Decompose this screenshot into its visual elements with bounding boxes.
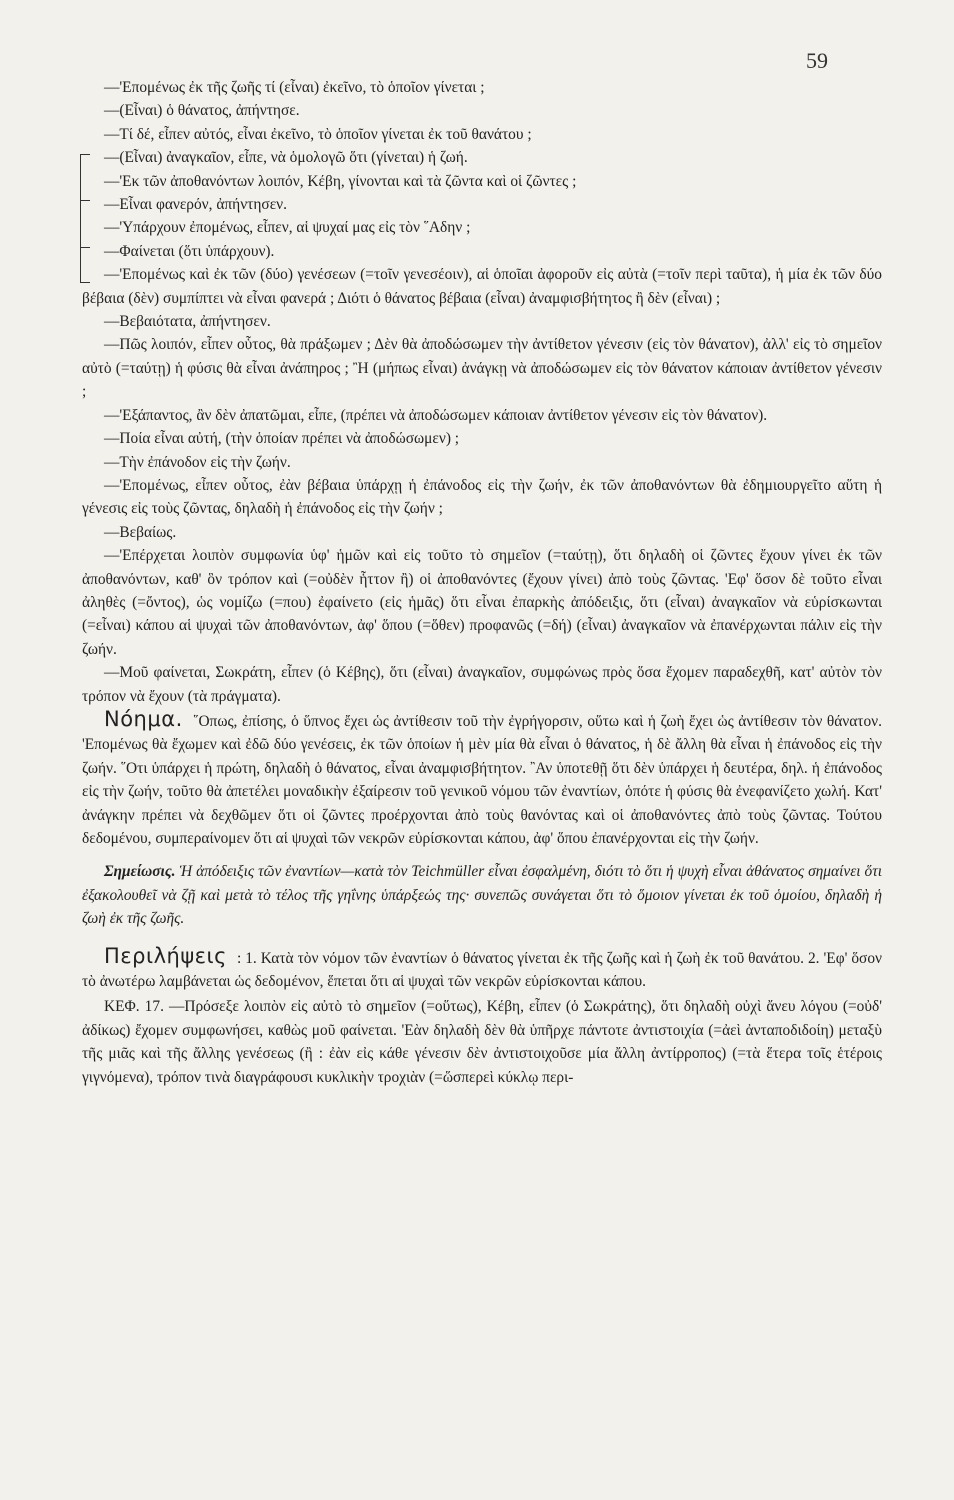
dialogue-line: —Τὴν ἐπάνοδον εἰς τὴν ζωήν. [104, 453, 291, 471]
dialogue-line: —Φαίνεται (ὅτι ὑπάρχουν). [104, 242, 275, 260]
note-text: Ἡ ἀπόδειξις τῶν ἐναντίων—κατὰ τὸν Teichmüller εἶναι ἐσφαλμένη, διότι τὸ ὅτι ἡ ψυχὴ εἶναι ἀθάνατος σημαίνει ὅτι ἐξακολουθεῖ νὰ ζῇ καὶ μετὰ τὸ τέλος τῆς γηΐνης ὑπάρξεώς της· συνεπῶς συνάγεται ὅτι τὸ ὅμοιον γίνεται ἐκ τοῦ ὁμοίου, δηλαδὴ ἡ ζωὴ ἐκ τῆς ζωῆς. [82, 863, 882, 928]
dialogue-line: —Τί δέ, εἶπεν αὐτός, εἶναι ἐκεῖνο, τὸ ὁποῖον γίνεται ἐκ τοῦ θανάτου ; [104, 125, 532, 143]
dialogue-line: —Εἶναι φανερόν, ἀπήντησεν. [104, 196, 287, 214]
note-section [82, 860, 882, 930]
dialogue-line: —'Εκ τῶν ἀποθανόντων λοιπόν, Κέβη, γίνονται καὶ τὰ ζῶντα καὶ οἱ ζῶντες ; [104, 172, 577, 190]
dialogue-line: —Βεβαίως. [104, 523, 177, 541]
dialogue-paragraph: —'Εξάπαντος, ἂν δὲν ἀπατῶμαι, εἶπε, (πρέπει νὰ ἀποδώσωμεν κάποιαν ἀντίθετον γένεσιν εἰς τὸν θάνατον). [104, 406, 768, 424]
dialogue-paragraph: —Πῶς λοιπόν, εἶπεν οὗτος, θὰ πράξωμεν ; Δὲν θὰ ἀποδώσωμεν τὴν ἀντίθετον γένεσιν (εἰς τὸν θάνατον), ἀλλ' εἰς τὸ σημεῖον αὐτὸ (=ταύτῃ) ἡ φύσις θὰ εἶναι ἀνάπηρος ; Ἢ (μήπως εἶναι) ἀνάγκῃ νὰ ἀποδώσωμεν εἰς τὸν θάνατον κάποιαν ἀντίθετον γένεσιν ; [82, 336, 882, 401]
chapter-section [82, 995, 882, 1089]
main-text [82, 76, 882, 1089]
summary-label: Περιλήψεις [104, 943, 227, 968]
noema-label: Νόημα. [104, 706, 183, 731]
page-number: 59 [806, 48, 828, 73]
note-label: Σημείωσις. [104, 863, 176, 881]
dialogue-paragraph: —'Επέρχεται λοιπὸν συμφωνία ὑφ' ἡμῶν καὶ εἰς τοῦτο τὸ σημεῖον (=ταύτῃ), ὅτι δηλαδὴ οἱ ζῶντες ἔχουν γίνει ἐκ τῶν ἀποθανόντων, καθ' ὃν τρόπον καὶ (=οὐδὲν ἧττον ἢ) οἱ ἀποθανόντες (ἔχουν γίνει) ἀπὸ τοὺς ζῶντας. 'Εφ' ὅσον δὲ τοῦτο εἶναι ἀληθὲς (=ὄντος), ὡς νομίζω (=που) ἐφαίνετο (εἰς ἡμᾶς) ὅτι εἶναι ἐπαρκὴς ἀπόδειξις, ὅτι (εἶναι) ἀναγκαῖον νὰ εὑρίσκωνται (=εἶναι) κάπου αἱ ψυχαὶ τῶν ἀποθανόντων, ἀφ' ὅπου (=ὅθεν) προφανῶς (=δή) (εἶναι) ἀναγκαῖον νὰ ἐπανέρχωνται πάλιν εἰς τὴν ζωήν. [82, 547, 882, 658]
dialogue-line: —'Επομένως ἐκ τῆς ζωῆς τί (εἶναι) ἐκεῖνο, τὸ ὁποῖον γίνεται ; [104, 79, 485, 96]
summary-text: : 1. Κατὰ τὸν νόμον τῶν ἐναντίων ὁ θάνατος γίνεται ἐκ τῆς ζωῆς καὶ ἡ ζωὴ ἐκ τοῦ θανάτου. 2. 'Εφ' ὅσον τὸ ἀνωτέρω λαμβάνεται ὡς δεδομένον, ἕπεται ὅτι αἱ ψυχαὶ τῶν νεκρῶν εὑρίσκονται κάπου. [82, 949, 882, 991]
dialogue-line: —(Εἶναι) ὁ θάνατος, ἀπήντησε. [104, 102, 300, 120]
dialogue-line: —Ποία εἶναι αὐτή, (τὴν ὁποίαν πρέπει νὰ ἀποδώσωμεν) ; [104, 430, 460, 448]
noema-text: ῞Οπως, ἐπίσης, ὁ ὕπνος ἔχει ὡς ἀντίθεσιν τοῦ τὴν ἐγρήγορσιν, οὕτω καὶ ἡ ζωὴ ἔχει ὡς ἀντίθεσιν τὸν θάνατον. 'Επομένως θὰ ἔχωμεν καὶ ἐδῶ δύο γενέσεις, ἐκ τῶν ὁποίων ἡ μὲν μία θὰ εἶναι ὁ θάνατος, ἡ δὲ ἄλλη θὰ εἶναι ἡ ἐπάνοδος εἰς τὴν ζωήν. ῞Οτι ὑπάρχει ἡ πρώτη, δηλαδὴ ὁ θάνατος, εἶναι ἀναμφισβήτητον. ῍Αν ὑποτεθῇ ὅτι δὲν ὑπάρχει ἡ δευτέρα, δηλ. ἡ ἐπάνοδος εἰς τὴν ζωήν, τοῦτο θὰ ἀπετέλει μοναδικὴν ἐξαίρεσιν τοῦ γενικοῦ νόμου τῶν ἐναντίων, ὁπότε ἡ φύσις θὰ ἐνεφανίζετο χωλή. Κατ' ἀνάγκην πρέπει νὰ δεχθῶμεν ὅτι οἱ ζῶντες προέρχονται ἀπὸ τοὺς θανόντας καὶ οἱ ἀποθανόντες ἀπὸ τοὺς ζῶντας. Τούτου δεδομένου, συμπεραίνομεν ὅτι αἱ ψυχαὶ τῶν νεκρῶν εὑρίσκονται κάπου, ἀφ' ὅπου ἐπανέρχονται εἰς τὴν ζωήν. [82, 712, 882, 847]
dialogue-line: —Βεβαιότατα, ἀπήντησεν. [104, 313, 271, 331]
summary-section [82, 945, 882, 994]
chapter-label: ΚΕΦ. 17. [104, 998, 164, 1016]
dialogue-paragraph: —'Επομένως, εἶπεν οὗτος, ἐὰν βέβαια ὑπάρχῃ ἡ ἐπάνοδος εἰς τὴν ζωήν, ἐκ τῶν ἀποθανόντων θὰ ἐδημιουργεῖτο αὕτη ἡ γένεσις εἰς τοὺς ζῶντας, δηλαδὴ ἡ ἐπάνοδος εἰς τὴν ζωήν ; [82, 476, 882, 518]
dialogue-line: —'Υπάρχουν ἐπομένως, εἶπεν, αἱ ψυχαί μας εἰς τὸν ῞Αδην ; [104, 219, 471, 237]
noema-section [82, 708, 882, 850]
dialogue-paragraph: —Μοῦ φαίνεται, Σωκράτη, εἶπεν (ὁ Κέβης), ὅτι (εἶναι) ἀναγκαῖον, συμφώνως πρὸς ὅσα ἔχομεν παραδεχθῆ, κατ' αὐτὸν τὸν τρόπον νὰ ἔχουν (τὰ πράγματα). [82, 664, 882, 705]
chapter-text: —Πρόσεξε λοιπὸν εἰς αὐτὸ τὸ σημεῖον (=οὕτως), Κέβη, εἶπεν (ὁ Σωκράτης), ὅτι δηλαδὴ οὐχὶ ἄνευ λόγου (=οὐδ' ἀδίκως) ἔχομεν συμφωνήσει, καθὼς μοῦ φαίνεται. 'Εὰν δηλαδὴ δὲν θὰ ὑπῆρχε πάντοτε ἀντιστοιχία (=ἀεὶ ἀνταποδιδοίη) μεταξὺ τῆς μιᾶς καὶ τῆς ἄλλης γενέσεως (ἢ : ἐὰν εἰς κάθε γένεσιν δὲν ἀντιστοιχοῦσε μία ἄλλη ἀντίρροπος) (=τὰ ἕτερα τοῖς ἑτέροις γιγνόμενα), τρόπον τινὰ διαγράφουσι κυκλικὴν τροχιὰν (=ὥσπερεὶ κύκλῳ περι- [82, 998, 882, 1086]
dialogue-paragraph: —'Επομένως καὶ ἐκ τῶν (δύο) γενέσεων (=τοῖν γενεσέοιν), αἱ ὁποῖαι ἀφοροῦν εἰς αὐτὰ (=τοῖν περὶ ταῦτα), ἡ μία ἐκ τῶν δύο βέβαια (δὲν) συμπίπτει νὰ εἶναι φανερά ; Διότι ὁ θάνατος βέβαια (εἶναι) ἀναμφισβήτητος ἢ δὲν (εἶναι) ; [82, 266, 882, 307]
dialogue-line: —(Εἶναι) ἀναγκαῖον, εἶπε, νὰ ὁμολογῶ ὅτι (γίνεται) ἡ ζωή. [104, 149, 468, 167]
